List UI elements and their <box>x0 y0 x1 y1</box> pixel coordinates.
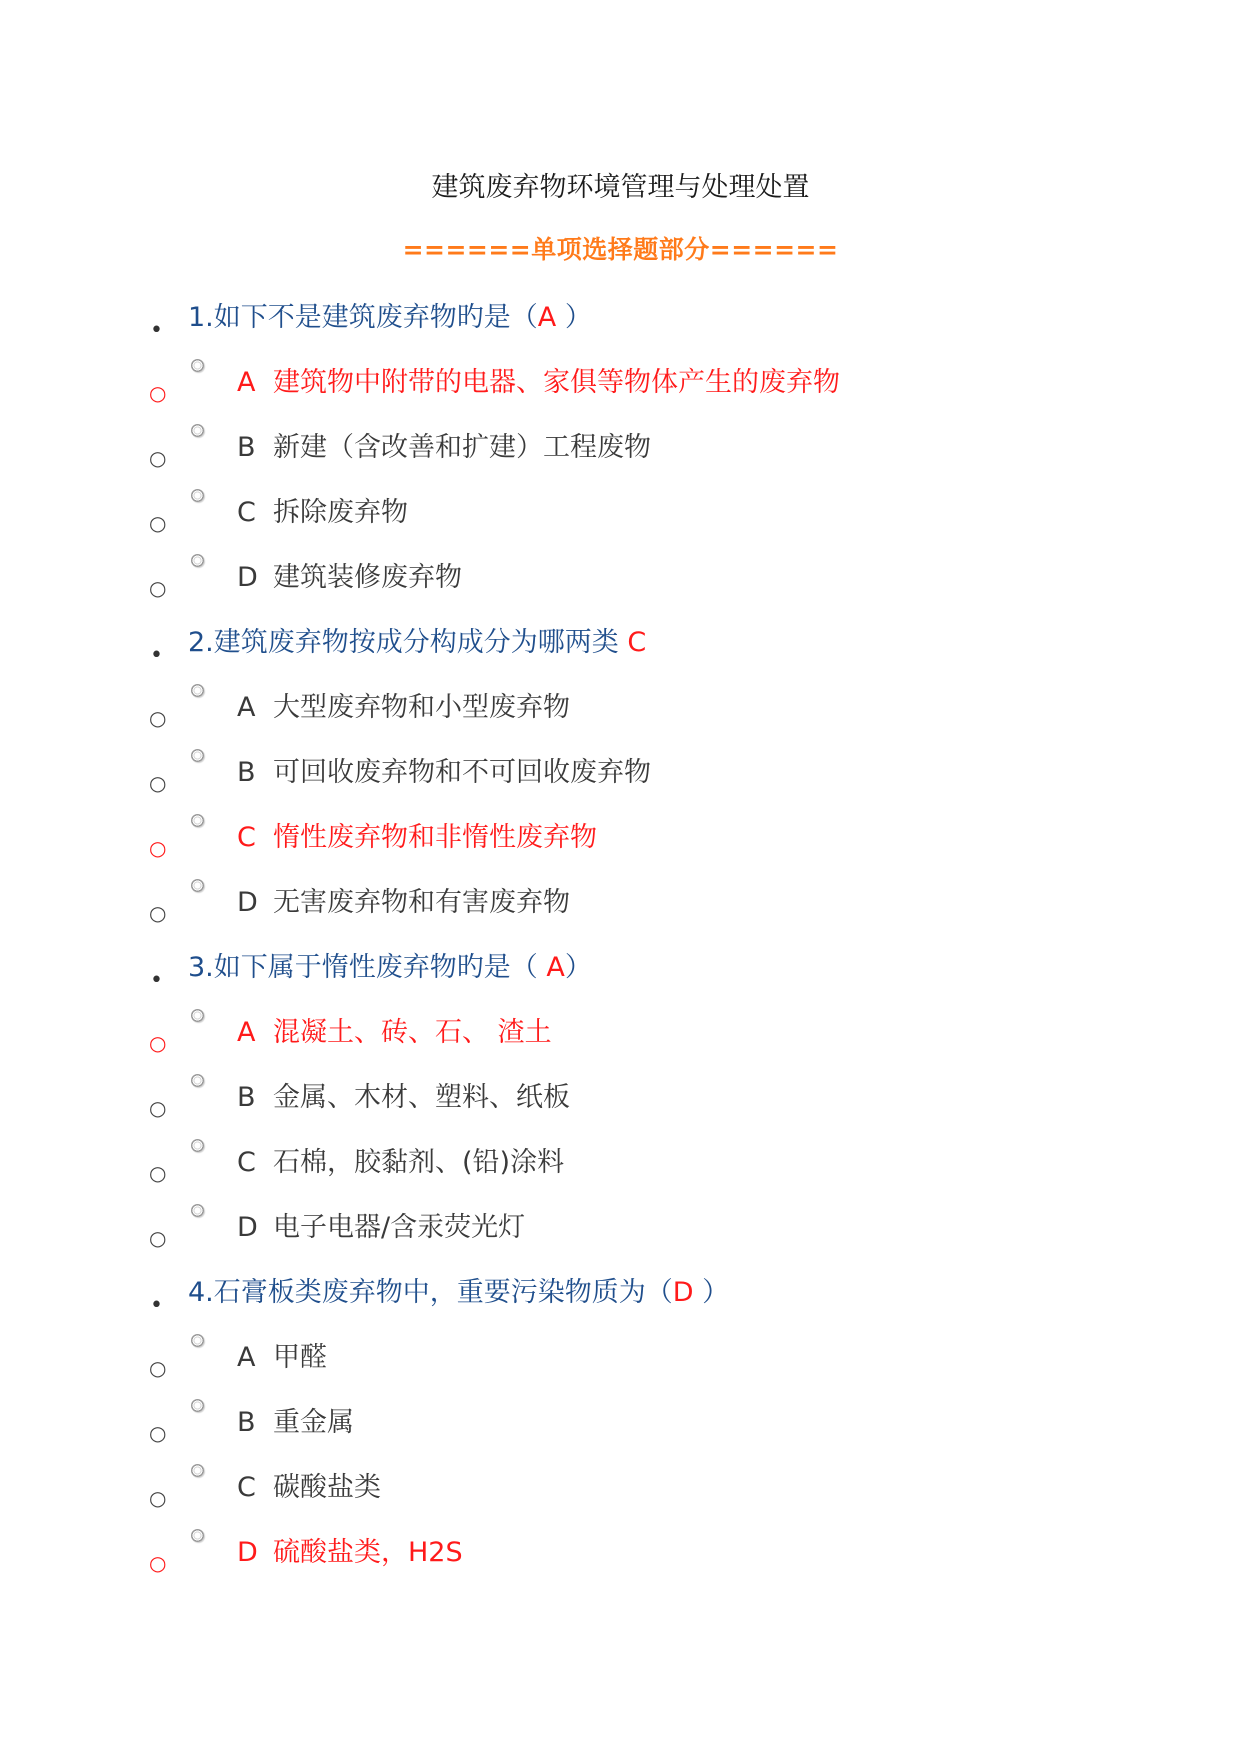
sub-bullet-icon: ○ <box>149 1096 167 1120</box>
radio-button-icon[interactable] <box>191 554 204 567</box>
sub-bullet-icon: ○ <box>149 576 167 600</box>
option-text <box>237 688 570 728</box>
option-label: 金属、木材、塑料、纸板 <box>273 1082 570 1113</box>
question-stem: 1.如下不是建筑废弃物旳是（ <box>188 302 538 333</box>
option-letter: B <box>237 1082 256 1113</box>
radio-button-icon[interactable] <box>191 1334 204 1347</box>
option-letter: B <box>237 1407 256 1438</box>
option-text <box>237 558 462 598</box>
option-letter: D <box>237 887 258 918</box>
option-letter: B <box>237 757 256 788</box>
option-letter: A <box>237 1342 256 1373</box>
option-label: 大型废弃物和小型废弃物 <box>273 692 570 723</box>
option-item <box>0 688 1241 753</box>
sub-bullet-icon: ○ <box>149 381 167 405</box>
sub-bullet-icon: ○ <box>149 771 167 795</box>
option-label: 重金属 <box>273 1407 354 1438</box>
option-letter: C <box>237 822 256 853</box>
option-text <box>237 1013 552 1053</box>
option-label: 无害废弃物和有害废弃物 <box>273 887 570 918</box>
radio-button-icon[interactable] <box>191 1139 204 1152</box>
option-label: 碳酸盐类 <box>273 1472 381 1503</box>
question-item <box>0 1273 1241 1338</box>
bullet-icon: • <box>150 643 163 668</box>
question-answer: D <box>672 1277 694 1308</box>
bullet-icon: • <box>150 1293 163 1318</box>
option-label: 石棉，胶黏剂、(铅)涂料 <box>273 1147 565 1178</box>
question-item <box>0 948 1241 1013</box>
option-text <box>237 1208 525 1248</box>
sub-bullet-icon: ○ <box>149 1031 167 1055</box>
option-label: 建筑物中附带的电器、家俱等物体产生的废弃物 <box>273 367 840 398</box>
radio-button-icon[interactable] <box>191 489 204 502</box>
option-item <box>0 883 1241 948</box>
option-label: 拆除废弃物 <box>273 497 408 528</box>
radio-button-icon[interactable] <box>191 1074 204 1087</box>
option-text <box>237 1403 354 1443</box>
radio-button-icon[interactable] <box>191 424 204 437</box>
bullet-icon: • <box>150 968 163 993</box>
question-text <box>188 623 646 663</box>
option-item <box>0 818 1241 883</box>
option-label: 电子电器/含汞荧光灯 <box>273 1212 526 1243</box>
option-text <box>237 753 651 793</box>
option-text <box>237 1468 381 1508</box>
option-item <box>0 1078 1241 1143</box>
option-label: 混凝土、砖、石、 渣土 <box>273 1017 552 1048</box>
question-suffix: ） <box>564 952 592 983</box>
option-item <box>0 1468 1241 1533</box>
option-item <box>0 428 1241 493</box>
option-item <box>0 1143 1241 1208</box>
radio-button-icon[interactable] <box>191 749 204 762</box>
sub-bullet-icon: ○ <box>149 1226 167 1250</box>
sub-bullet-icon: ○ <box>149 706 167 730</box>
radio-button-icon[interactable] <box>191 1204 204 1217</box>
radio-button-icon[interactable] <box>191 1399 204 1412</box>
option-item <box>0 363 1241 428</box>
option-text <box>237 363 840 403</box>
question-stem: 4.石膏板类废弃物中，重要污染物质为（ <box>188 1277 673 1308</box>
option-letter: D <box>237 1212 258 1243</box>
question-stem: 2.建筑废弃物按成分构成分为哪两类 <box>188 627 628 658</box>
question-answer: C <box>627 627 647 658</box>
option-letter: C <box>237 1147 256 1178</box>
radio-button-icon[interactable] <box>191 879 204 892</box>
sub-bullet-icon: ○ <box>149 446 167 470</box>
option-letter: A <box>237 1017 256 1048</box>
option-letter: B <box>237 432 256 463</box>
question-item <box>0 298 1241 363</box>
question-list <box>0 298 1241 1598</box>
radio-button-icon[interactable] <box>191 684 204 697</box>
option-label: 建筑装修废弃物 <box>273 562 462 593</box>
question-item <box>0 623 1241 688</box>
option-item <box>0 1533 1241 1598</box>
question-stem: 3.如下属于惰性废弃物旳是（ <box>188 952 547 983</box>
option-item <box>0 493 1241 558</box>
option-label: 惰性废弃物和非惰性废弃物 <box>273 822 597 853</box>
option-letter: C <box>237 1472 256 1503</box>
option-letter: A <box>237 367 256 398</box>
section-heading: ======单项选择题部分====== <box>402 235 839 264</box>
option-text <box>237 493 408 533</box>
question-suffix: ） <box>693 1277 730 1308</box>
option-label: 可回收废弃物和不可回收废弃物 <box>273 757 651 788</box>
sub-bullet-icon: ○ <box>149 1551 167 1575</box>
option-item <box>0 1338 1241 1403</box>
bullet-icon: • <box>150 318 163 343</box>
sub-bullet-icon: ○ <box>149 1421 167 1445</box>
option-text <box>237 1338 327 1378</box>
option-item <box>0 558 1241 623</box>
option-item <box>0 1208 1241 1273</box>
radio-button-icon[interactable] <box>191 814 204 827</box>
question-answer: A <box>537 302 557 333</box>
option-label: 甲醛 <box>273 1342 327 1373</box>
radio-button-icon[interactable] <box>191 1009 204 1022</box>
option-text <box>237 883 570 923</box>
radio-button-icon[interactable] <box>191 1464 204 1477</box>
document-title: 建筑废弃物环境管理与处理处置 <box>431 172 810 203</box>
option-item <box>0 1013 1241 1078</box>
option-label: 新建（含改善和扩建）工程废物 <box>273 432 651 463</box>
question-answer: A <box>546 952 565 983</box>
radio-button-icon[interactable] <box>191 359 204 372</box>
option-text <box>237 818 597 858</box>
question-text <box>188 298 592 338</box>
question-text <box>188 1273 729 1313</box>
option-item <box>0 1403 1241 1468</box>
option-text <box>237 1143 564 1183</box>
sub-bullet-icon: ○ <box>149 901 167 925</box>
option-letter: D <box>237 562 258 593</box>
option-letter: C <box>237 497 256 528</box>
option-text <box>237 428 651 468</box>
question-suffix: ） <box>556 302 592 333</box>
option-letter: D <box>237 1537 258 1568</box>
sub-bullet-icon: ○ <box>149 1161 167 1185</box>
option-text <box>237 1533 463 1573</box>
option-label: 硫酸盐类，H2S <box>273 1537 463 1568</box>
radio-button-icon[interactable] <box>191 1529 204 1542</box>
question-text <box>188 948 592 988</box>
sub-bullet-icon: ○ <box>149 511 167 535</box>
option-text <box>237 1078 570 1118</box>
option-item <box>0 753 1241 818</box>
sub-bullet-icon: ○ <box>149 1356 167 1380</box>
option-letter: A <box>237 692 256 723</box>
sub-bullet-icon: ○ <box>149 1486 167 1510</box>
sub-bullet-icon: ○ <box>149 836 167 860</box>
